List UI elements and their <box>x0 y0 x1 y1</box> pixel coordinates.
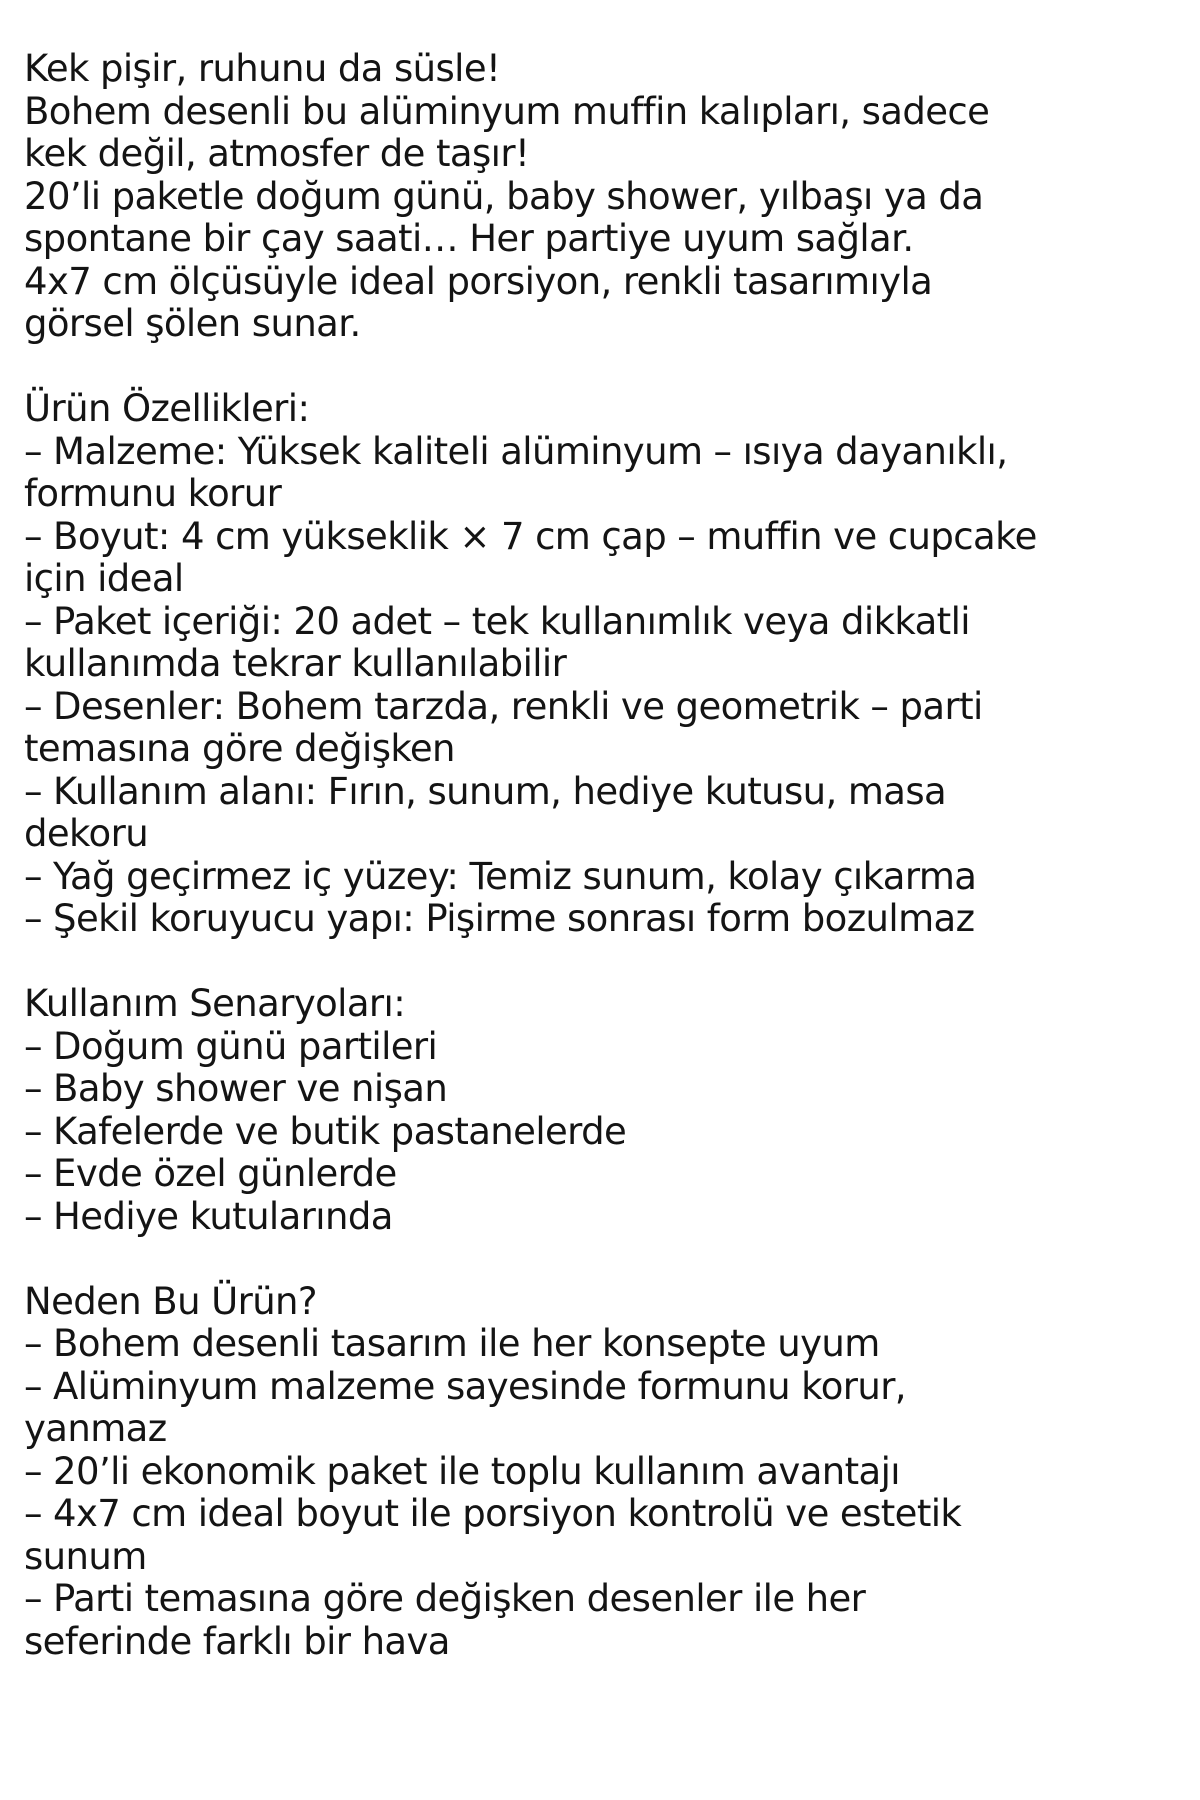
scenarios-line: – Kafelerde ve butik pastanelerde <box>24 1109 627 1153</box>
features-line: – Şekil koruyucu yapı: Pişirme sonrası form bozulmaz <box>24 897 975 940</box>
intro-line: 4x7 cm ölçüsüyle ideal porsiyon, renkli tasarımıyla <box>24 259 933 303</box>
scenarios-line: – Hediye kutularında <box>24 1194 393 1238</box>
product-description <box>24 48 1184 1663</box>
why-line: – 4x7 cm ideal boyut ile porsiyon kontrolü ve estetik <box>24 1492 962 1535</box>
section-spacer <box>24 346 1184 389</box>
why-line: sunum <box>24 1534 147 1578</box>
features-line: temasına göre değişken <box>24 727 455 770</box>
why-line: seferinde farklı bir hava <box>24 1619 450 1663</box>
features-heading: Ürün Özellikleri: <box>24 387 310 430</box>
intro-line: kek değil, atmosfer de taşır! <box>24 132 530 175</box>
why-line: – 20’li ekonomik paket ile toplu kullanım avantajı <box>24 1449 900 1493</box>
intro-line: 20’li paketle doğum günü, baby shower, yılbaşı ya da <box>24 174 984 218</box>
features-line: – Paket içeriği: 20 adet – tek kullanımlık veya dikkatli <box>24 599 970 643</box>
intro-line: spontane bir çay saati… Her partiye uyum sağlar. <box>24 217 914 260</box>
intro-line: görsel şölen sunar. <box>24 302 361 345</box>
section-spacer <box>24 1238 1184 1281</box>
features-section <box>24 388 1184 941</box>
intro-line: Kek pişir, ruhunu da süsle! <box>24 47 501 90</box>
features-line: için ideal <box>24 557 184 600</box>
features-line: – Boyut: 4 cm yükseklik × 7 cm çap – muffin ve cupcake <box>24 514 1037 558</box>
scenarios-heading: Kullanım Senaryoları: <box>24 982 406 1025</box>
section-spacer <box>24 941 1184 984</box>
features-line: formunu korur <box>24 472 282 515</box>
features-line: – Desenler: Bohem tarzda, renkli ve geometrik – parti <box>24 684 983 728</box>
intro-section <box>24 48 1184 346</box>
features-line: dekoru <box>24 812 149 855</box>
why-line: – Bohem desenli tasarım ile her konsepte uyum <box>24 1322 880 1365</box>
features-line: – Malzeme: Yüksek kaliteli alüminyum – ısıya dayanıklı, <box>24 429 1008 473</box>
features-line: – Kullanım alanı: Fırın, sunum, hediye kutusu, masa <box>24 769 947 813</box>
why-line: – Alüminyum malzeme sayesinde formunu korur, <box>24 1364 906 1408</box>
why-line: yanmaz <box>24 1407 167 1450</box>
scenarios-section <box>24 983 1184 1238</box>
features-line: – Yağ geçirmez iç yüzey: Temiz sunum, kolay çıkarma <box>24 854 977 898</box>
why-heading: Neden Bu Ürün? <box>24 1279 317 1323</box>
why-section <box>24 1281 1184 1664</box>
intro-line: Bohem desenli bu alüminyum muffin kalıpları, sadece <box>24 89 990 133</box>
scenarios-line: – Baby shower ve nişan <box>24 1067 448 1110</box>
scenarios-line: – Evde özel günlerde <box>24 1152 397 1195</box>
scenarios-line: – Doğum günü partileri <box>24 1024 438 1068</box>
features-line: kullanımda tekrar kullanılabilir <box>24 642 567 685</box>
why-line: – Parti temasına göre değişken desenler ile her <box>24 1577 866 1620</box>
